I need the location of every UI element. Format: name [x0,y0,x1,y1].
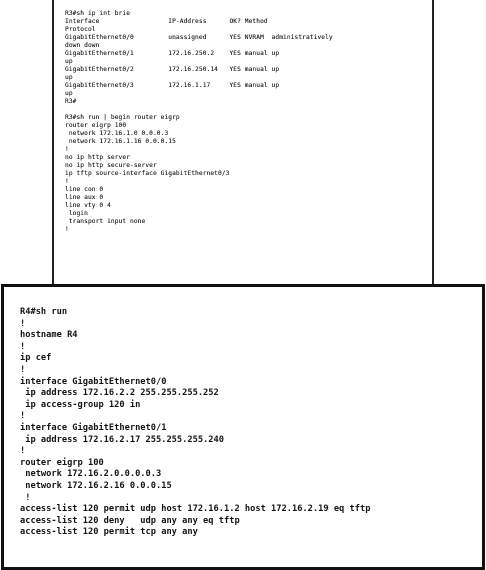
r3-config-line: network 172.16.1.0 0.0.0.3 [65,130,169,137]
r3-config-line: ! [65,178,69,185]
r3-config-line [65,106,422,114]
r4-config-line: hostname R4 [20,330,78,341]
r4-config-line: ! [20,411,26,422]
r3-config-line: line aux 0 [65,194,104,201]
r3-config-line: GigabitEthernet0/2 172.16.250.14 YES manual up [65,66,280,73]
r4-config-line: network 172.16.2.0.0.0.0.3 [20,469,162,480]
r3-config-line: network 172.16.1.16 0.0.0.15 [65,138,176,145]
r3-config-line: up [65,58,73,65]
r3-config-line: login [65,210,88,217]
r3-config-line: Protocol [65,26,96,33]
r4-config-line: access-list 120 deny udp any any eq tftp [20,515,240,526]
r4-config-line: ! [20,364,26,375]
r3-terminal-panel [52,0,434,300]
r4-config-line: access-list 120 permit udp host 172.16.1.2 host 172.16.2.19 eq tftp [20,504,371,515]
r3-config-line: R3#sh run | begin router eigrp [65,114,180,121]
r4-config-line: R4#sh run [20,307,68,317]
r3-config-line: down down [65,42,100,49]
r3-config-line: no ip http server [65,154,131,161]
r3-config-line: GigabitEthernet0/3 172.16.1.17 YES manual up [65,82,280,89]
r3-config-line: R3#sh ip int brie [65,10,131,17]
r4-config-line: ip address 172.16.2.17 255.255.255.240 [20,434,224,445]
r4-config-line: ip access-group 120 in [20,399,141,410]
r4-config-line: ip cef [20,353,52,364]
r3-config-line: line con 0 [65,186,104,193]
r3-config-line: ! [65,226,69,233]
r4-config-line: ! [20,318,26,329]
r3-config-line: up [65,90,73,97]
r3-config-line: router eigrp 100 [65,122,127,129]
r3-config-line: up [65,74,73,81]
r3-config-line: ip tftp source-interface GigabitEthernet0/3 [65,170,230,177]
r4-config-line: interface GigabitEthernet0/0 [20,376,167,387]
r4-config-line: ! [20,492,31,503]
r3-terminal-output [65,10,422,234]
r4-terminal-output [20,307,468,539]
r3-config-line: GigabitEthernet0/1 172.16.250.2 YES manual up [65,50,280,57]
r3-config-line: GigabitEthernet0/0 unassigned YES NVRAM administratively [65,34,333,41]
r3-config-line: Interface IP-Address OK? Method [65,18,268,25]
r3-config-line: no ip http secure-server [65,162,157,169]
r4-config-line: network 172.16.2.16 0.0.0.15 [20,480,172,491]
r4-terminal-panel [1,284,485,570]
r4-config-line: ! [20,446,26,457]
r4-config-line: router eigrp 100 [20,457,104,468]
r3-config-line: ! [65,146,69,153]
r3-config-line: line vty 0 4 [65,202,111,209]
r4-config-line: ip address 172.16.2.2 255.255.255.252 [20,388,219,399]
r3-config-line: transport input none [65,218,146,225]
r4-config-line: interface GigabitEthernet0/1 [20,422,167,433]
r4-config-line: access-list 120 permit tcp any any [20,527,198,538]
r3-config-line: R3# [65,98,77,105]
r4-config-line: ! [20,341,26,352]
